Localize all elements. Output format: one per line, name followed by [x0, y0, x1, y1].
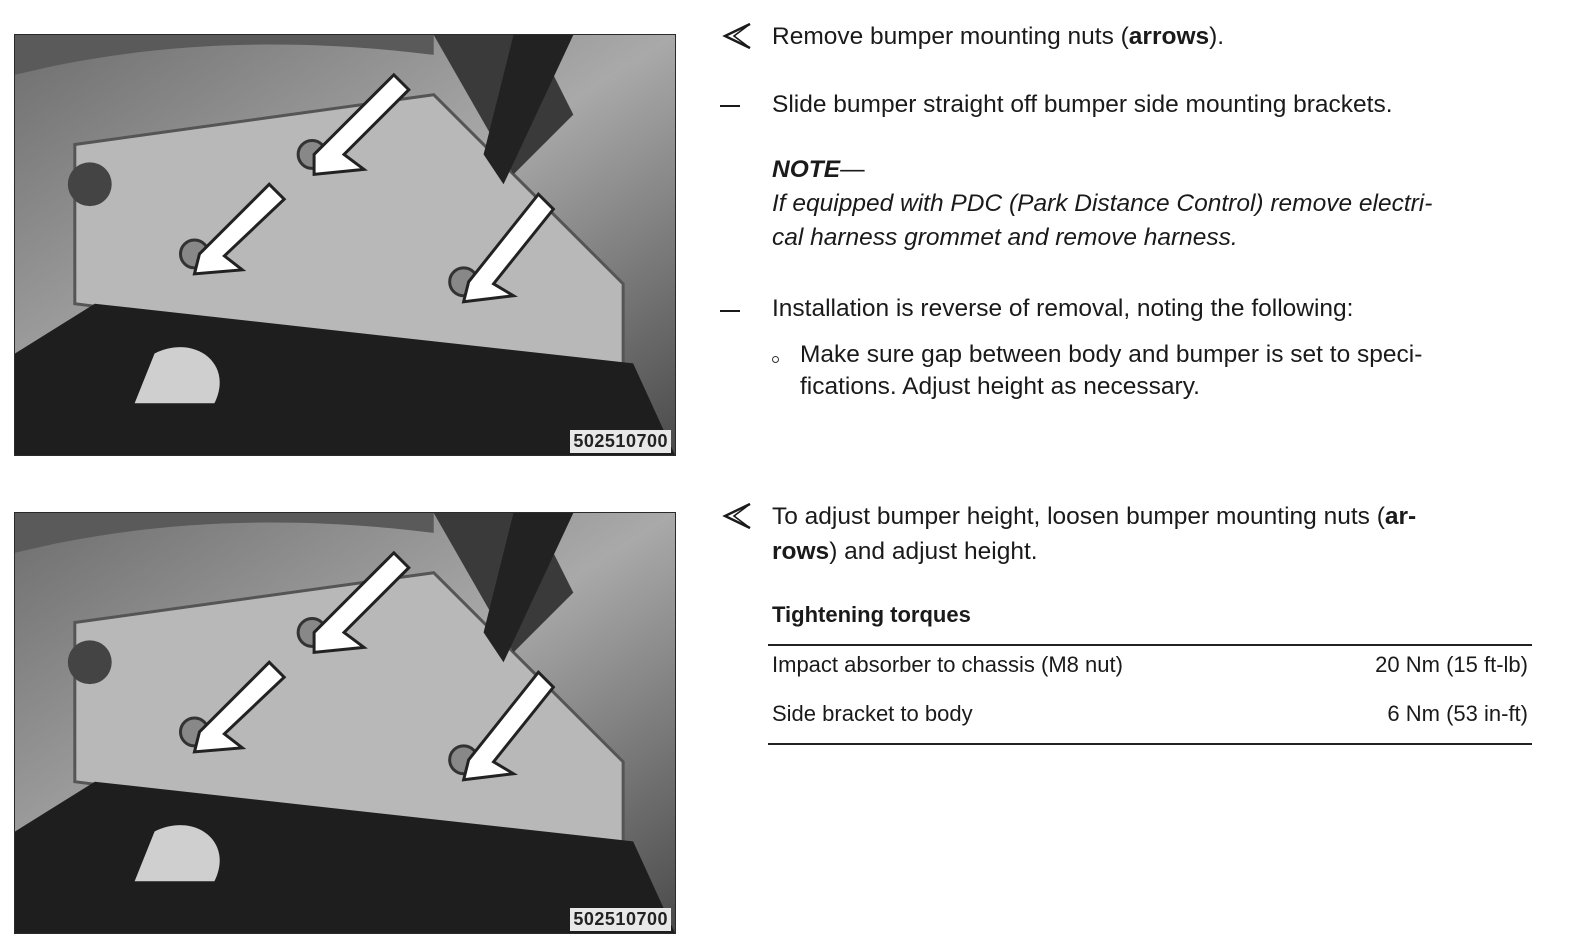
torque-table-row: [772, 701, 1528, 727]
step-dash: [720, 105, 740, 107]
torque-table-title: Tightening torques: [772, 602, 971, 627]
figure-photo-1: [14, 34, 676, 456]
bullet-line-2: fications. Adjust height as necessary.: [800, 373, 1200, 400]
note-heading: NOTE—: [772, 156, 865, 183]
step-slide-bumper: Slide bumper straight off bumper side mounting brackets.: [772, 91, 1393, 118]
figure-pointer-icon: [722, 20, 752, 50]
bullet-line-1: Make sure gap between body and bumper is set to speci-: [800, 341, 1423, 368]
torque-value: 20 Nm (15 ft-lb): [1375, 652, 1528, 677]
figure-pointer-icon: [722, 500, 752, 530]
bumper-height-photo: [15, 513, 675, 933]
note-body-line-2: cal harness grommet and remove harness.: [772, 224, 1238, 251]
step-installation: Installation is reverse of removal, noting the following:: [772, 295, 1354, 322]
figure-photo-2: [14, 512, 676, 934]
step-adjust-height-line-2: rows) and adjust height.: [772, 538, 1038, 565]
step-dash: [720, 310, 740, 312]
torque-table-top-rule: [768, 644, 1532, 646]
step-adjust-height-line-1: To adjust bumper height, loosen bumper mounting nuts (ar-: [772, 503, 1417, 530]
figure-id-label: 502510700: [570, 908, 671, 931]
step-remove-nuts: Remove bumper mounting nuts (arrows).: [772, 23, 1225, 50]
bullet-icon: [772, 356, 779, 363]
note-body-line-1: If equipped with PDC (Park Distance Control) remove electri-: [772, 190, 1433, 217]
torque-table-row: [772, 652, 1528, 678]
figure-id-label: 502510700: [570, 430, 671, 453]
torque-label: Impact absorber to chassis (M8 nut): [772, 652, 1123, 677]
torque-label: Side bracket to body: [772, 701, 973, 726]
torque-table-bottom-rule: [768, 743, 1532, 745]
torque-value: 6 Nm (53 in-ft): [1387, 701, 1528, 726]
bumper-mount-photo: [15, 35, 675, 455]
